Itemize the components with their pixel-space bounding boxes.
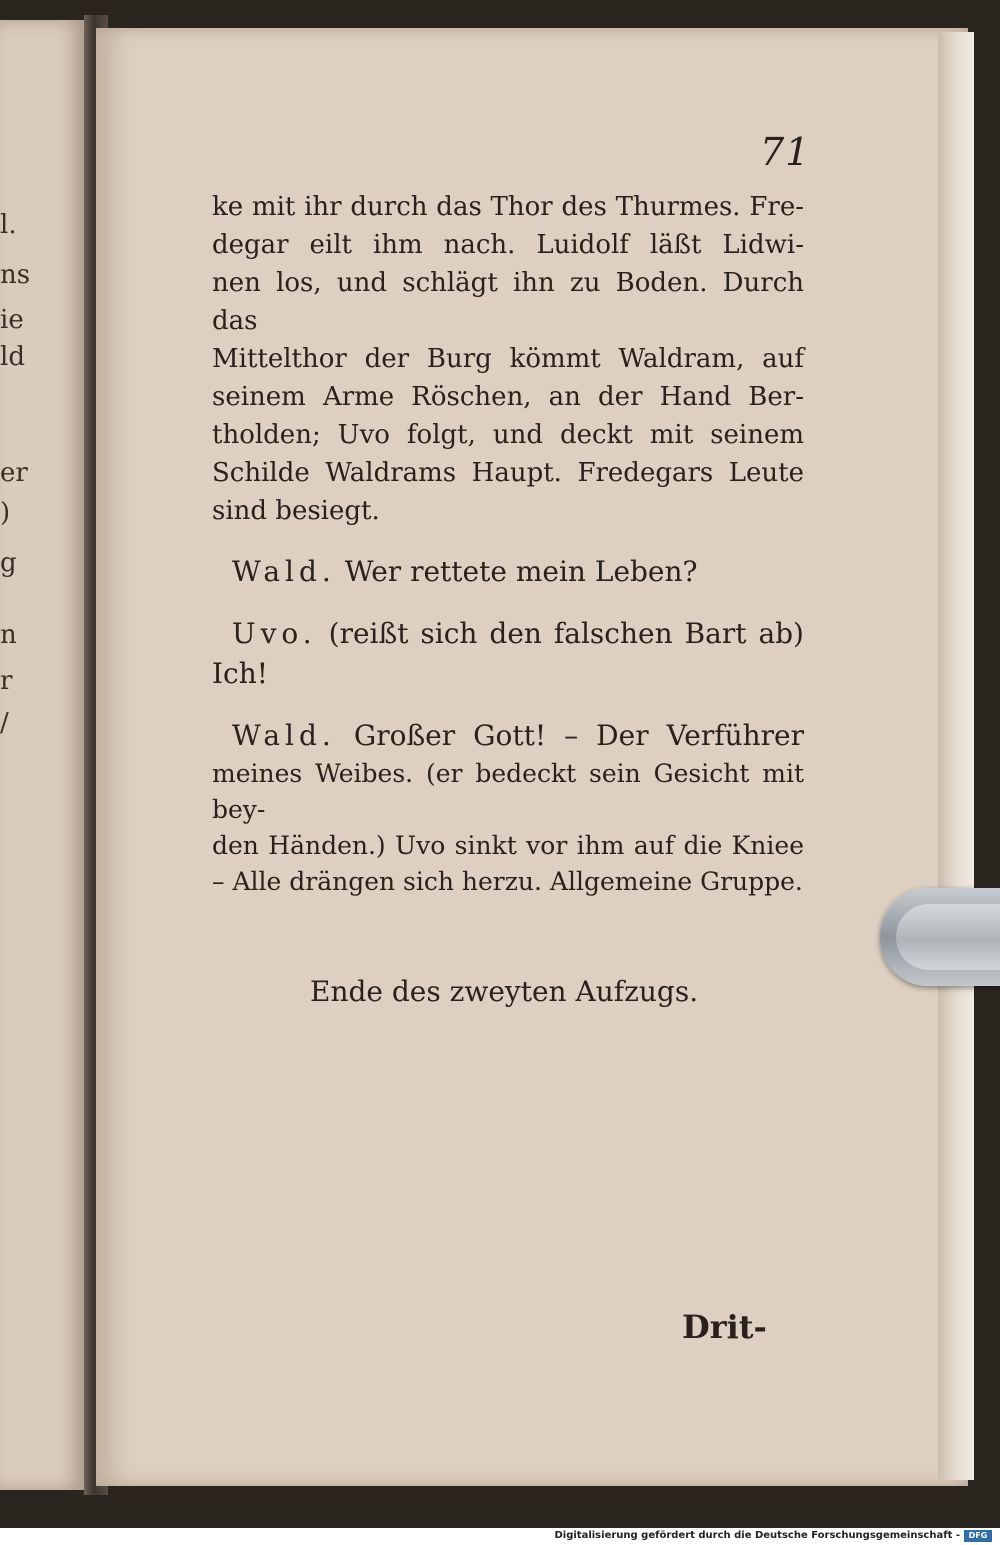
speaker-name: Uvo. (232, 617, 317, 650)
text-line: tholden; Uvo folgt, und deckt mit seinem (212, 420, 804, 450)
text-line: nen los, und schlägt ihn zu Boden. Durch das (212, 268, 804, 336)
speaker-name: Wald. (232, 555, 336, 588)
text-line: – Alle drängen sich herzu. Allgemeine Gruppe. (212, 867, 803, 896)
text-line: Mittelthor der Burg kömmt Waldram, auf (212, 344, 804, 374)
left-page-fragment: ns (0, 260, 31, 290)
left-page-fragment: / (0, 708, 9, 738)
dfg-logo: DFG (964, 1530, 992, 1542)
left-page-fragment: r (0, 666, 13, 696)
left-page-fragment: g (0, 548, 17, 578)
footer-bar (0, 1528, 1000, 1545)
stage-direction-paragraph (212, 188, 804, 530)
text-line: ke mit ihr durch das Thor des Thurmes. Fre- (212, 192, 804, 222)
dialogue-line (212, 614, 804, 694)
text-line: sind besiegt. (212, 496, 380, 526)
left-page-fragment: l. (0, 210, 17, 240)
left-page-fragment: er (0, 458, 28, 488)
speaker-name: Wald. (232, 719, 336, 752)
funding-notice: Digitalisierung gefördert durch die Deutsche Forschungsgemeinschaft - (554, 1530, 960, 1541)
dialogue-text: Wer rettete mein Leben? (344, 555, 698, 588)
end-of-act-heading: Ende des zweyten Aufzugs. (310, 975, 699, 1008)
dialogue-paragraph (212, 716, 804, 900)
text-line: seinem Arme Röschen, an der Hand Ber- (212, 382, 804, 412)
page-number: 71 (760, 130, 811, 174)
page-edge (938, 32, 974, 1480)
dialogue-line (212, 552, 804, 592)
text-line: degar eilt ihm nach. Luidolf läßt Lidwi- (212, 230, 804, 260)
left-page-fragment: n (0, 620, 17, 650)
text-line: meines Weibes. (er bedeckt sein Gesicht mit bey- (212, 759, 804, 824)
previous-page-edge (0, 20, 87, 1490)
dialogue-text: (reißt sich den falschen Bart ab) Ich! (212, 617, 804, 690)
text-line: den Händen.) Uvo sinkt vor ihm auf die Kniee (212, 831, 804, 860)
page-text (212, 188, 804, 900)
left-page-fragment: ie (0, 305, 24, 335)
page-clip-highlight (896, 904, 1000, 970)
text-line (212, 716, 804, 756)
page-clip (880, 888, 1000, 986)
text-line: Schilde Waldrams Haupt. Fredegars Leute (212, 458, 804, 488)
left-page-fragment: ld (0, 342, 25, 372)
left-page-fragment: ) (0, 498, 11, 528)
catchword: Drit- (682, 1308, 767, 1346)
dialogue-text: Großer Gott! – Der Verführer (353, 719, 804, 752)
